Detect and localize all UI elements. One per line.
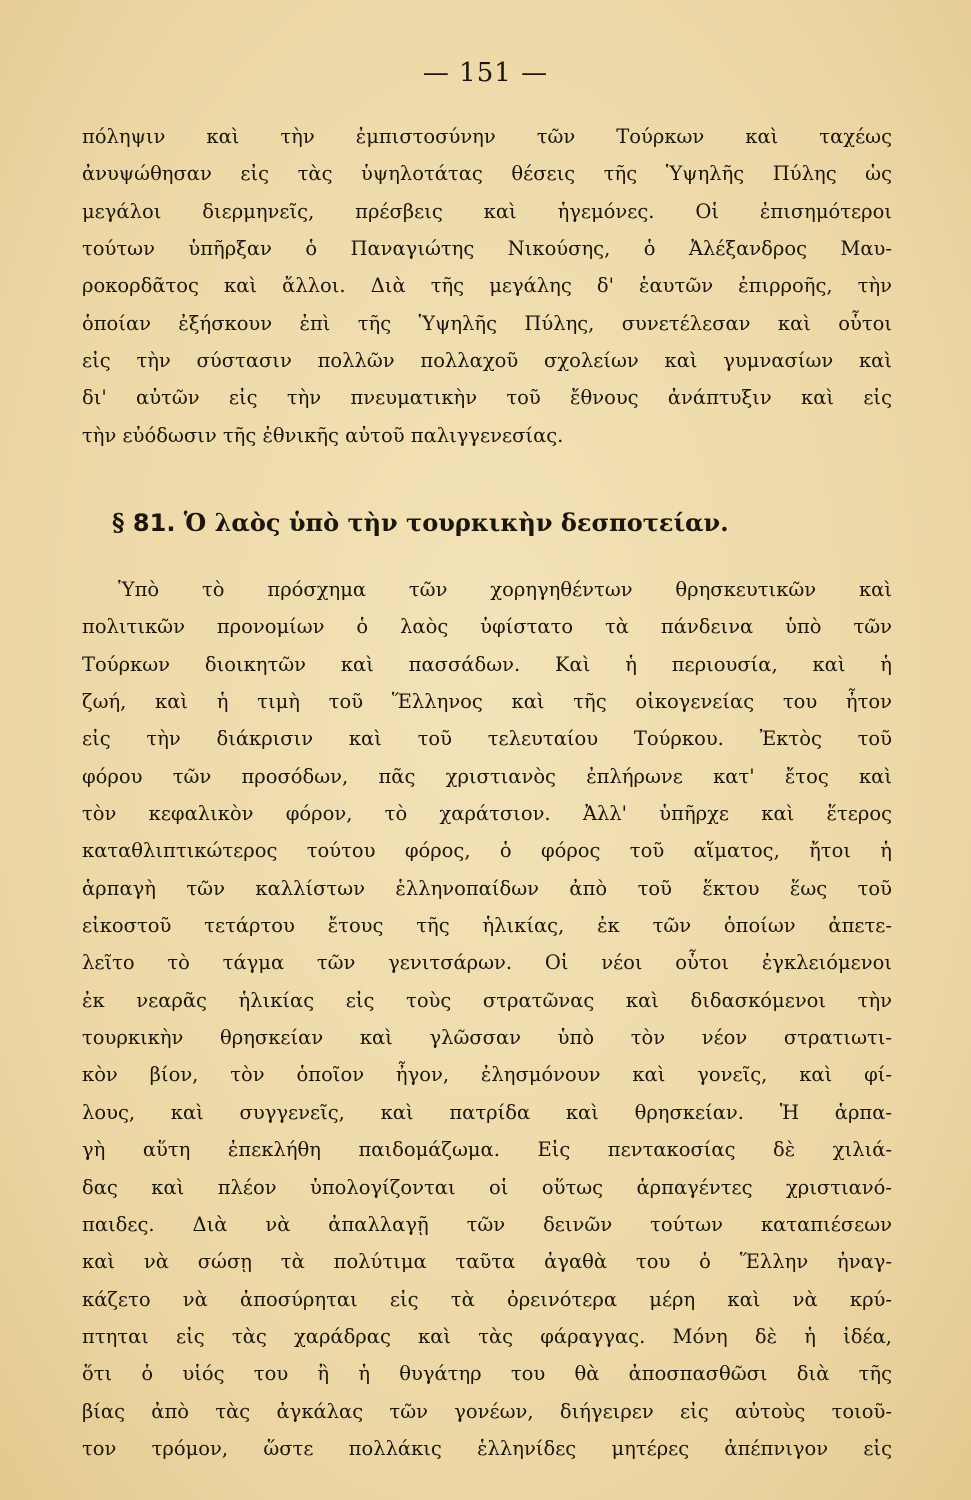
text-line: ζωή, καὶ ἡ τιμὴ τοῦ Ἕλληνος καὶ τῆς οἰκογενείας του ἦτον [82,690,892,714]
text-line: Ὑπὸ τὸ πρόσχημα τῶν χορηγηθέντων θρησκευτικῶν καὶ [118,578,892,601]
text-line: λους, καὶ συγγενεῖς, καὶ πατρίδα καὶ θρησκείαν. Ἡ ἁρπα- [82,1100,892,1124]
text-line: ἁρπαγὴ τῶν καλλίστων ἑλληνοπαίδων ἀπὸ τοῦ ἕκτου ἕως τοῦ [82,876,892,900]
text-line: εἰς τὴν σύστασιν πολλῶν πολλαχοῦ σχολείων καὶ γυμνασίων καὶ [82,349,892,373]
text-line: ὅτι ὁ υἱός του ἢ ἡ θυγάτηρ του θὰ ἀποσπασθῶσι διὰ τῆς [82,1362,892,1386]
text-line: εἰκοστοῦ τετάρτου ἔτους τῆς ἡλικίας, ἐκ τῶν ὁποίων ἀπετε- [82,914,892,938]
section-number: 81. [132,509,176,537]
text-line: πόληψιν καὶ τὴν ἐμπιστοσύνην τῶν Τούρκων καὶ ταχέως [82,125,892,148]
text-line: τουρκικὴν θρησκείαν καὶ γλῶσσαν ὑπὸ τὸν νέον στρατιωτι- [82,1026,892,1050]
paragraph-section-body [82,571,892,1467]
text-line: φόρου τῶν προσόδων, πᾶς χριστιανὸς ἐπλήρωνε κατ' ἔτος καὶ [82,764,892,788]
text-line: τὴν εὐόδωσιν τῆς ἐθνικῆς αὐτοῦ παλιγγενεσίας. [82,423,564,447]
paragraph-continuation [82,118,892,454]
section-title: Ὁ λαὸς ὑπὸ τὴν τουρκικὴν δεσποτείαν. [183,508,729,537]
text-line: δας καὶ πλέον ὑπολογίζονται οἱ οὕτως ἁρπαγέντες χριστιανό- [82,1175,892,1199]
text-line: κάζετο νὰ ἀποσύρηται εἰς τὰ ὀρεινότερα μέρη καὶ νὰ κρύ- [82,1287,892,1311]
text-line: πολιτικῶν προνομίων ὁ λαὸς ὑφίστατο τὰ πάνδεινα ὑπὸ τῶν [82,615,892,639]
text-line: τον τρόμον, ὥστε πολλάκις ἑλληνίδες μητέρες ἀπέπνιγον εἰς [82,1436,892,1460]
text-line: καταθλιπτικώτερος τούτου φόρος, ὁ φόρος τοῦ αἵματος, ἤτοι ἡ [82,839,892,863]
text-line: δι' αὐτῶν εἰς τὴν πνευματικὴν τοῦ ἔθνους ἀνάπτυξιν καὶ εἰς [82,386,892,410]
text-line: λεῖτο τὸ τάγμα τῶν γενιτσάρων. Οἱ νέοι οὗτοι ἐγκλειόμενοι [82,951,892,975]
text-line: ἀνυψώθησαν εἰς τὰς ὑψηλοτάτας θέσεις τῆς Ὑψηλῆς Πύλης ὡς [82,162,892,186]
text-line: γὴ αὕτη ἐπεκλήθη παιδομάζωμα. Εἰς πεντακοσίας δὲ χιλιά- [82,1138,892,1162]
section-heading [112,502,832,544]
text-line: εἰς τὴν διάκρισιν καὶ τοῦ τελευταίου Τούρκου. Ἐκτὸς τοῦ [82,727,892,751]
text-line: καὶ νὰ σώσῃ τὰ πολύτιμα ταῦτα ἀγαθὰ του ὁ Ἕλλην ἠναγ- [82,1250,892,1274]
page-number: — 151 — [422,58,549,88]
text-line: πτηται εἰς τὰς χαράδρας καὶ τὰς φάραγγας. Μόνη δὲ ἡ ἰδέα, [82,1324,892,1348]
text-line: ἐκ νεαρᾶς ἡλικίας εἰς τοὺς στρατῶνας καὶ διδασκόμενοι τὴν [82,988,892,1012]
text-line: παιδες. Διὰ νὰ ἀπαλλαγῇ τῶν δεινῶν τούτων καταπιέσεων [82,1212,892,1236]
section-symbol: § [112,508,125,537]
text-line: μεγάλοι διερμηνεῖς, πρέσβεις καὶ ἡγεμόνες. Οἱ ἐπισημότεροι [82,199,892,223]
text-line: ὁποίαν ἐξήσκουν ἐπὶ τῆς Ὑψηλῆς Πύλης, συνετέλεσαν καὶ οὗτοι [82,311,892,335]
text-line: κὸν βίον, τὸν ὁποῖον ἦγον, ἐλησμόνουν καὶ γονεῖς, καὶ φί- [82,1063,892,1087]
text-line: ροκορδᾶτος καὶ ἄλλοι. Διὰ τῆς μεγάλης δ' ἑαυτῶν ἐπιρροῆς, τὴν [82,274,892,298]
text-line: βίας ἀπὸ τὰς ἀγκάλας τῶν γονέων, διήγειρεν εἰς αὐτοὺς τοιοῦ- [82,1399,892,1423]
text-line: Τούρκων διοικητῶν καὶ πασσάδων. Καὶ ἡ περιουσία, καὶ ἡ [82,652,892,676]
text-line: τούτων ὑπῆρξαν ὁ Παναγιώτης Νικούσης, ὁ Ἀλέξανδρος Μαυ- [82,237,892,261]
text-line: τὸν κεφαλικὸν φόρον, τὸ χαράτσιον. Ἀλλ' ὑπῆρχε καὶ ἕτερος [82,802,892,826]
